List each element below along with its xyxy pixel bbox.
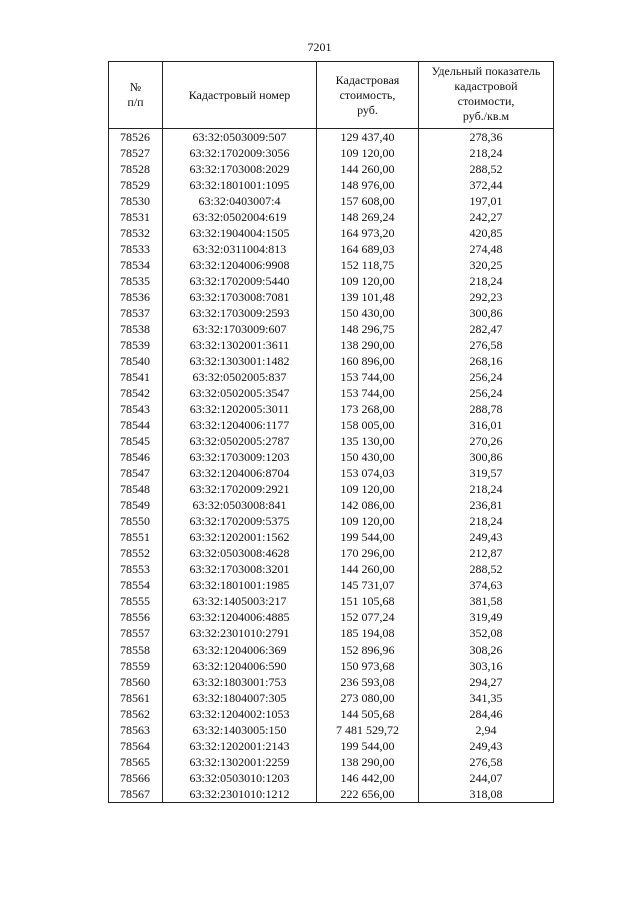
table-row — [109, 642, 554, 658]
cadastral-value-cell: 158 005,00 — [317, 418, 419, 434]
cadastral-value-cell: 138 290,00 — [317, 754, 419, 770]
header-specific-index-line: стоимости, — [457, 94, 515, 108]
cadastral-number-cell: 63:32:1702009:2921 — [163, 482, 317, 498]
cadastral-value-cell: 145 731,07 — [317, 578, 419, 594]
row-number: 78552 — [109, 546, 163, 562]
specific-index-cell: 284,46 — [419, 706, 554, 722]
row-number: 78561 — [109, 690, 163, 706]
row-number: 78547 — [109, 466, 163, 482]
cadastral-value-cell: 273 080,00 — [317, 690, 419, 706]
header-cadastral-value-line: руб. — [357, 102, 378, 117]
cadastral-value-cell: 142 086,00 — [317, 498, 419, 514]
table-row — [109, 305, 554, 321]
specific-index-cell: 218,24 — [419, 514, 554, 530]
row-number: 78531 — [109, 209, 163, 225]
row-number: 78528 — [109, 161, 163, 177]
cadastral-value-cell: 153 744,00 — [317, 386, 419, 402]
header-cadastral-value — [317, 62, 419, 129]
specific-index-cell: 341,35 — [419, 690, 554, 706]
row-number: 78563 — [109, 722, 163, 738]
cadastral-number-cell: 63:32:0502005:837 — [163, 369, 317, 385]
cadastral-number-cell: 63:32:1405003:217 — [163, 594, 317, 610]
table-body — [109, 129, 554, 803]
cadastral-value-cell: 150 430,00 — [317, 305, 419, 321]
cadastral-number-cell: 63:32:1703008:3201 — [163, 562, 317, 578]
specific-index-cell: 320,25 — [419, 257, 554, 273]
cadastral-value-cell: 7 481 529,72 — [317, 722, 419, 738]
table-row — [109, 610, 554, 626]
cadastral-number-cell: 63:32:1702009:3056 — [163, 145, 317, 161]
specific-index-cell: 372,44 — [419, 177, 554, 193]
cadastral-number-cell: 63:32:1202001:1562 — [163, 530, 317, 546]
table-row — [109, 690, 554, 706]
row-number: 78533 — [109, 241, 163, 257]
header-num-line: п/п — [127, 95, 144, 109]
table-row — [109, 193, 554, 209]
specific-index-cell: 318,08 — [419, 786, 554, 803]
cadastral-value-cell: 199 544,00 — [317, 530, 419, 546]
cadastral-value-cell: 150 430,00 — [317, 450, 419, 466]
cadastral-value-cell: 150 973,68 — [317, 658, 419, 674]
row-number: 78564 — [109, 738, 163, 754]
cadastral-value-cell: 138 290,00 — [317, 337, 419, 353]
cadastral-number-cell: 63:32:1804007:305 — [163, 690, 317, 706]
table-row — [109, 754, 554, 770]
specific-index-cell: 300,86 — [419, 450, 554, 466]
table-row — [109, 129, 554, 146]
cadastral-number-cell: 63:32:0503009:507 — [163, 129, 317, 146]
cadastral-number-cell: 63:32:1703009:2593 — [163, 305, 317, 321]
table-row — [109, 353, 554, 369]
row-number: 78550 — [109, 514, 163, 530]
row-number: 78548 — [109, 482, 163, 498]
table-row — [109, 241, 554, 257]
cadastral-value-cell: 129 437,40 — [317, 129, 419, 146]
cadastral-value-cell: 153 744,00 — [317, 369, 419, 385]
row-number: 78562 — [109, 706, 163, 722]
specific-index-cell: 381,58 — [419, 594, 554, 610]
cadastral-number-cell: 63:32:1204006:4885 — [163, 610, 317, 626]
cadastral-number-cell: 63:32:1803001:753 — [163, 674, 317, 690]
specific-index-cell: 300,86 — [419, 305, 554, 321]
row-number: 78527 — [109, 145, 163, 161]
table-row — [109, 530, 554, 546]
table-row — [109, 514, 554, 530]
specific-index-cell: 2,94 — [419, 722, 554, 738]
specific-index-cell: 236,81 — [419, 498, 554, 514]
header-specific-index-line: кадастровой — [454, 79, 518, 93]
row-number: 78556 — [109, 610, 163, 626]
cadastral-value-cell: 173 268,00 — [317, 402, 419, 418]
cadastral-number-cell: 63:32:1403005:150 — [163, 722, 317, 738]
specific-index-cell: 256,24 — [419, 386, 554, 402]
specific-index-cell: 288,52 — [419, 161, 554, 177]
table-row — [109, 706, 554, 722]
table-row — [109, 145, 554, 161]
table-row — [109, 738, 554, 754]
table-row — [109, 466, 554, 482]
row-number: 78567 — [109, 786, 163, 803]
cadastral-number-cell: 63:32:1204006:590 — [163, 658, 317, 674]
header-cadastral-number: Кадастровый номер — [163, 62, 317, 129]
cadastral-value-cell: 185 194,08 — [317, 626, 419, 642]
specific-index-cell: 319,49 — [419, 610, 554, 626]
row-number: 78540 — [109, 353, 163, 369]
specific-index-cell: 316,01 — [419, 418, 554, 434]
specific-index-cell: 244,07 — [419, 770, 554, 786]
row-number: 78537 — [109, 305, 163, 321]
specific-index-cell: 256,24 — [419, 369, 554, 385]
table-row — [109, 402, 554, 418]
cadastral-number-cell: 63:32:0403007:4 — [163, 193, 317, 209]
cadastral-number-cell: 63:32:1204006:8704 — [163, 466, 317, 482]
table-row — [109, 658, 554, 674]
cadastral-value-cell: 164 689,03 — [317, 241, 419, 257]
specific-index-cell: 274,48 — [419, 241, 554, 257]
specific-index-cell: 276,58 — [419, 754, 554, 770]
cadastral-value-cell: 199 544,00 — [317, 738, 419, 754]
cadastral-number-cell: 63:32:1703008:7081 — [163, 289, 317, 305]
page-number: 7201 — [307, 40, 332, 54]
table-row — [109, 386, 554, 402]
cadastral-value-cell: 139 101,48 — [317, 289, 419, 305]
row-number: 78530 — [109, 193, 163, 209]
header-specific-index-line: Удельный показатель — [431, 64, 541, 78]
header-specific-index-line: руб./кв.м — [462, 109, 510, 123]
cadastral-value-cell: 146 442,00 — [317, 770, 419, 786]
row-number: 78544 — [109, 418, 163, 434]
table-row — [109, 161, 554, 177]
specific-index-cell: 352,08 — [419, 626, 554, 642]
row-number: 78557 — [109, 626, 163, 642]
cadastral-number-cell: 63:32:1703009:1203 — [163, 450, 317, 466]
cadastral-value-cell: 144 260,00 — [317, 562, 419, 578]
specific-index-cell: 308,26 — [419, 642, 554, 658]
cadastral-number-cell: 63:32:1202005:3011 — [163, 402, 317, 418]
specific-index-cell: 292,23 — [419, 289, 554, 305]
table-row — [109, 594, 554, 610]
row-number: 78551 — [109, 530, 163, 546]
cadastral-number-cell: 63:32:1703009:607 — [163, 321, 317, 337]
row-number: 78559 — [109, 658, 163, 674]
cadastral-value-cell: 144 505,68 — [317, 706, 419, 722]
specific-index-cell: 303,16 — [419, 658, 554, 674]
table-header-row — [109, 62, 554, 129]
cadastral-value-cell: 151 105,68 — [317, 594, 419, 610]
table-row — [109, 289, 554, 305]
cadastral-number-cell: 63:32:0502004:619 — [163, 209, 317, 225]
row-number: 78534 — [109, 257, 163, 273]
row-number: 78538 — [109, 321, 163, 337]
cadastral-value-cell: 157 608,00 — [317, 193, 419, 209]
row-number: 78553 — [109, 562, 163, 578]
cadastral-number-cell: 63:32:1904004:1505 — [163, 225, 317, 241]
specific-index-cell: 276,58 — [419, 337, 554, 353]
table-row — [109, 562, 554, 578]
cadastral-value-cell: 109 120,00 — [317, 145, 419, 161]
row-number: 78529 — [109, 177, 163, 193]
specific-index-cell: 282,47 — [419, 321, 554, 337]
table-row — [109, 177, 554, 193]
table-row — [109, 626, 554, 642]
cadastral-number-cell: 63:32:1204006:369 — [163, 642, 317, 658]
row-number: 78565 — [109, 754, 163, 770]
cadastral-number-cell: 63:32:1302001:2259 — [163, 754, 317, 770]
row-number: 78542 — [109, 386, 163, 402]
table-row — [109, 418, 554, 434]
table-row — [109, 257, 554, 273]
header-cadastral-value-line: стоимость, — [339, 87, 396, 102]
cadastral-number-cell: 63:32:0502005:2787 — [163, 434, 317, 450]
specific-index-cell: 420,85 — [419, 225, 554, 241]
table-row — [109, 321, 554, 337]
table-row — [109, 546, 554, 562]
cadastral-number-cell: 63:32:0503008:841 — [163, 498, 317, 514]
cadastral-number-cell: 63:32:0503010:1203 — [163, 770, 317, 786]
row-number: 78539 — [109, 337, 163, 353]
specific-index-cell: 270,26 — [419, 434, 554, 450]
table-row — [109, 273, 554, 289]
specific-index-cell: 249,43 — [419, 738, 554, 754]
specific-index-cell: 374,63 — [419, 578, 554, 594]
table-row — [109, 722, 554, 738]
specific-index-cell: 288,78 — [419, 402, 554, 418]
specific-index-cell: 197,01 — [419, 193, 554, 209]
row-number: 78532 — [109, 225, 163, 241]
specific-index-cell: 218,24 — [419, 482, 554, 498]
cadastral-number-cell: 63:32:0503008:4628 — [163, 546, 317, 562]
cadastral-number-cell: 63:32:1202001:2143 — [163, 738, 317, 754]
cadastral-number-cell: 63:32:1702009:5440 — [163, 273, 317, 289]
specific-index-cell: 288,52 — [419, 562, 554, 578]
cadastral-value-cell: 148 269,24 — [317, 209, 419, 225]
specific-index-cell: 278,36 — [419, 129, 554, 146]
table-row — [109, 786, 554, 803]
header-num-line: № — [129, 80, 142, 94]
row-number: 78566 — [109, 770, 163, 786]
cadastral-value-cell: 135 130,00 — [317, 434, 419, 450]
specific-index-cell: 212,87 — [419, 546, 554, 562]
cadastral-number-cell: 63:32:1303001:1482 — [163, 353, 317, 369]
cadastral-value-cell: 109 120,00 — [317, 273, 419, 289]
cadastral-value-table — [108, 61, 554, 803]
cadastral-value-cell: 236 593,08 — [317, 674, 419, 690]
cadastral-number-cell: 63:32:1703008:2029 — [163, 161, 317, 177]
cadastral-number-cell: 63:32:1204002:1053 — [163, 706, 317, 722]
cadastral-value-cell: 170 296,00 — [317, 546, 419, 562]
cadastral-number-cell: 63:32:2301010:1212 — [163, 786, 317, 803]
cadastral-value-cell: 148 296,75 — [317, 321, 419, 337]
header-specific-index — [419, 62, 554, 129]
table-row — [109, 209, 554, 225]
cadastral-number-cell: 63:32:1801001:1985 — [163, 578, 317, 594]
row-number: 78543 — [109, 402, 163, 418]
cadastral-value-cell: 164 973,20 — [317, 225, 419, 241]
row-number: 78554 — [109, 578, 163, 594]
row-number: 78536 — [109, 289, 163, 305]
row-number: 78549 — [109, 498, 163, 514]
cadastral-number-cell: 63:32:0311004:813 — [163, 241, 317, 257]
table-row — [109, 369, 554, 385]
cadastral-number-cell: 63:32:2301010:2791 — [163, 626, 317, 642]
cadastral-value-cell: 160 896,00 — [317, 353, 419, 369]
row-number: 78555 — [109, 594, 163, 610]
cadastral-number-cell: 63:32:1801001:1095 — [163, 177, 317, 193]
cadastral-value-cell: 152 896,96 — [317, 642, 419, 658]
cadastral-value-cell: 109 120,00 — [317, 514, 419, 530]
row-number: 78546 — [109, 450, 163, 466]
specific-index-cell: 218,24 — [419, 273, 554, 289]
cadastral-number-cell: 63:32:0502005:3547 — [163, 386, 317, 402]
cadastral-number-cell: 63:32:1702009:5375 — [163, 514, 317, 530]
row-number: 78535 — [109, 273, 163, 289]
cadastral-number-cell: 63:32:1204006:1177 — [163, 418, 317, 434]
table-row — [109, 450, 554, 466]
specific-index-cell: 268,16 — [419, 353, 554, 369]
specific-index-cell: 319,57 — [419, 466, 554, 482]
cadastral-number-cell: 63:32:1302001:3611 — [163, 337, 317, 353]
cadastral-value-cell: 222 656,00 — [317, 786, 419, 803]
table-row — [109, 578, 554, 594]
row-number: 78560 — [109, 674, 163, 690]
cadastral-value-cell: 152 077,24 — [317, 610, 419, 626]
cadastral-value-cell: 153 074,03 — [317, 466, 419, 482]
specific-index-cell: 242,27 — [419, 209, 554, 225]
cadastral-value-cell: 148 976,00 — [317, 177, 419, 193]
header-num — [109, 62, 163, 129]
table-row — [109, 498, 554, 514]
table-row — [109, 482, 554, 498]
table-row — [109, 434, 554, 450]
specific-index-cell: 294,27 — [419, 674, 554, 690]
row-number: 78541 — [109, 369, 163, 385]
header-cadastral-value-line: Кадастровая — [335, 72, 400, 87]
specific-index-cell: 218,24 — [419, 145, 554, 161]
cadastral-value-cell: 109 120,00 — [317, 482, 419, 498]
row-number: 78545 — [109, 434, 163, 450]
row-number: 78558 — [109, 642, 163, 658]
table-row — [109, 674, 554, 690]
cadastral-number-cell: 63:32:1204006:9908 — [163, 257, 317, 273]
cadastral-value-cell: 152 118,75 — [317, 257, 419, 273]
specific-index-cell: 249,43 — [419, 530, 554, 546]
table-row — [109, 770, 554, 786]
table-row — [109, 225, 554, 241]
cadastral-value-cell: 144 260,00 — [317, 161, 419, 177]
table-row — [109, 337, 554, 353]
row-number: 78526 — [109, 129, 163, 146]
